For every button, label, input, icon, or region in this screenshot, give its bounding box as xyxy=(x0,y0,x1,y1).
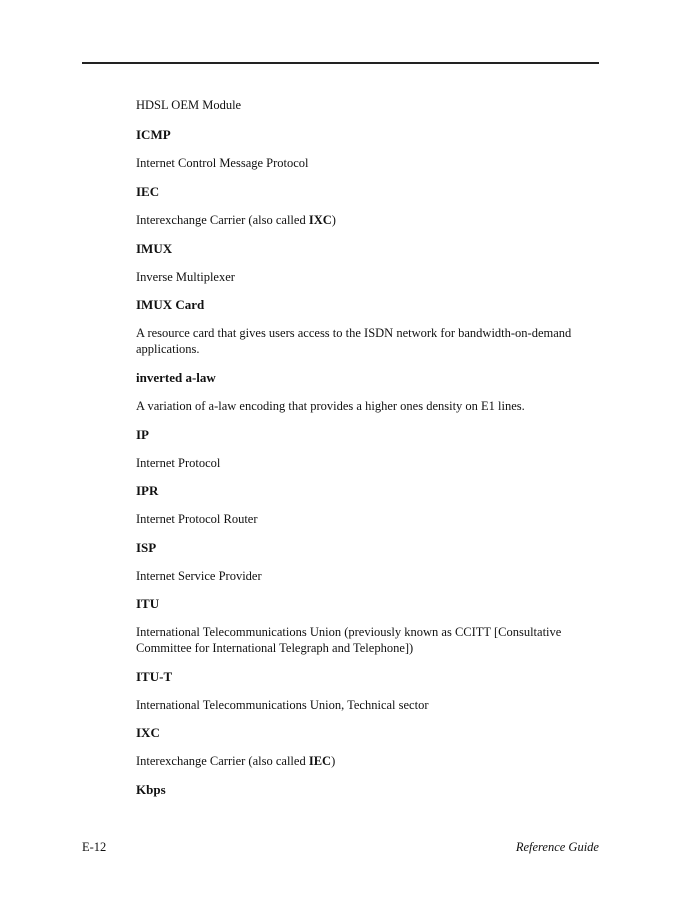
term-inverted-a-law: inverted a-law xyxy=(136,370,216,385)
definition-itu: International Telecommunications Union (previously known as CCITT [Consultative Committee for International Telegraph and Telephone]) xyxy=(136,625,562,655)
term-itu: ITU xyxy=(136,596,160,611)
term-ip: IP xyxy=(136,427,149,442)
definition-inverted-a-law: A variation of a-law encoding that provides a higher ones density on E1 lines. xyxy=(136,399,525,413)
term-itu-t: ITU-T xyxy=(136,669,173,684)
definition-icmp: Internet Control Message Protocol xyxy=(136,156,309,170)
term-iec: IEC xyxy=(136,184,160,199)
term-imux-card: IMUX Card xyxy=(136,297,205,312)
term-kbps: Kbps xyxy=(136,782,166,797)
term-icmp: ICMP xyxy=(136,127,171,142)
book-title: Reference Guide xyxy=(515,840,599,854)
definition-imux-card: A resource card that gives users access to the ISDN network for bandwidth-on-demand applications. xyxy=(136,326,572,356)
definition-isp: Internet Service Provider xyxy=(136,569,262,583)
definition-itu-t: International Telecommunications Union, Technical sector xyxy=(136,698,429,712)
term-imux: IMUX xyxy=(136,241,173,256)
term-ixc: IXC xyxy=(136,725,160,740)
page-number: E-12 xyxy=(82,840,107,854)
header-rule xyxy=(82,62,599,64)
definition-ixc: Interexchange Carrier (also called IEC) xyxy=(136,754,336,768)
definition-iec: Interexchange Carrier (also called IXC) xyxy=(136,213,336,227)
term-isp: ISP xyxy=(136,540,157,555)
definition-ipr: Internet Protocol Router xyxy=(136,512,258,526)
definition-ip: Internet Protocol xyxy=(136,456,221,470)
term-ipr: IPR xyxy=(136,483,159,498)
definition-hdsl-oem-module: HDSL OEM Module xyxy=(136,98,242,112)
definition-imux: Inverse Multiplexer xyxy=(136,270,235,284)
